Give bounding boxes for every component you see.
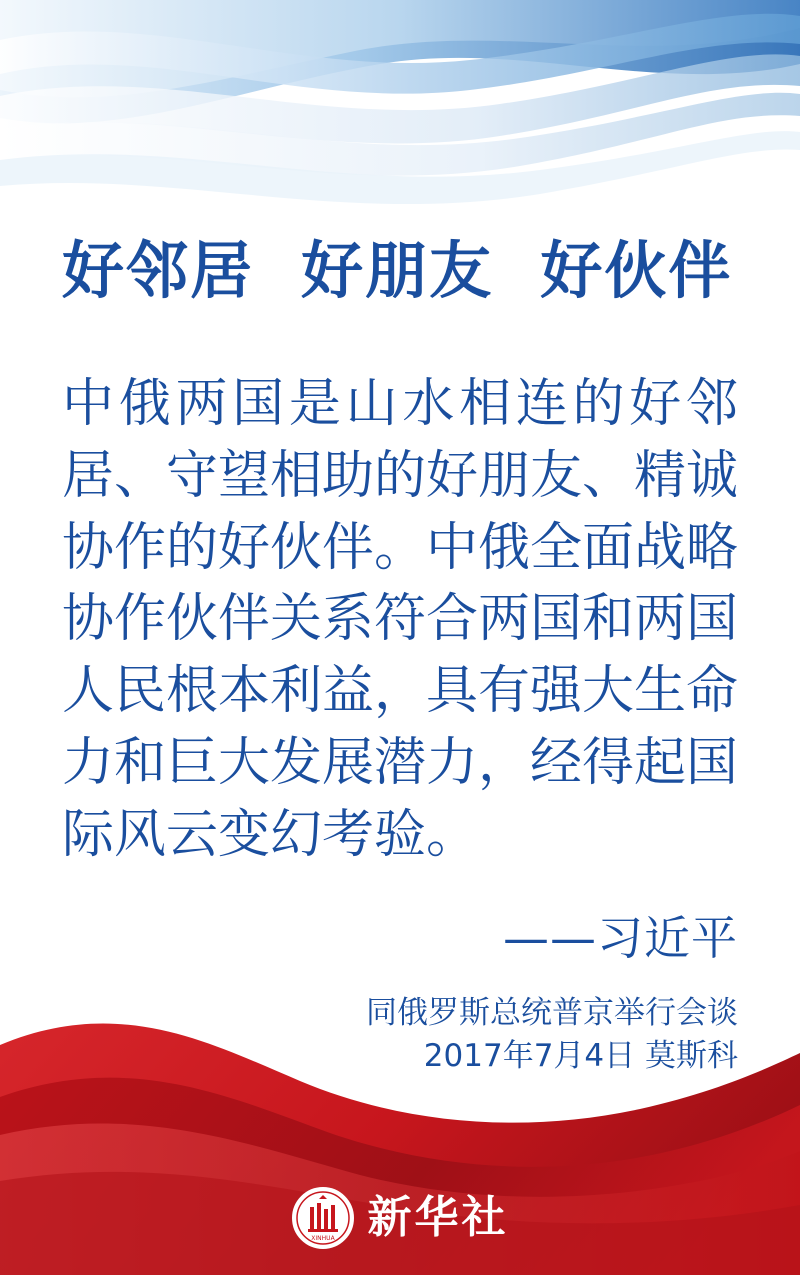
xinhua-emblem-icon [292,1187,354,1249]
poster-content [0,220,800,1078]
emblem-glyph-icon [296,1191,350,1245]
svg-text:XINHUA: XINHUA [310,1235,335,1242]
top-wave-svg [0,0,800,215]
quote-text: 中俄两国是山水相连的好邻居、守望相助的好朋友、精诚协作的好伙伴。中俄全面战略协作伙伴关系符合两国和两国人民根本利益，具有强大生命力和巨大发展潜力，经得起国际风云变幻考验。 [62,374,739,865]
quote-attribution: ——习近平 [503,911,738,966]
top-wave-decoration [0,0,800,215]
page-title: 好邻居 好朋友 好伙伴 [62,234,733,307]
occasion-event: 同俄罗斯总统普京举行会谈 [366,994,738,1031]
xinhua-logo [0,1187,800,1249]
xinhua-logo-text: 新华社 [367,1192,509,1243]
occasion-date-place: 2017年7月4日 莫斯科 [423,1038,738,1075]
